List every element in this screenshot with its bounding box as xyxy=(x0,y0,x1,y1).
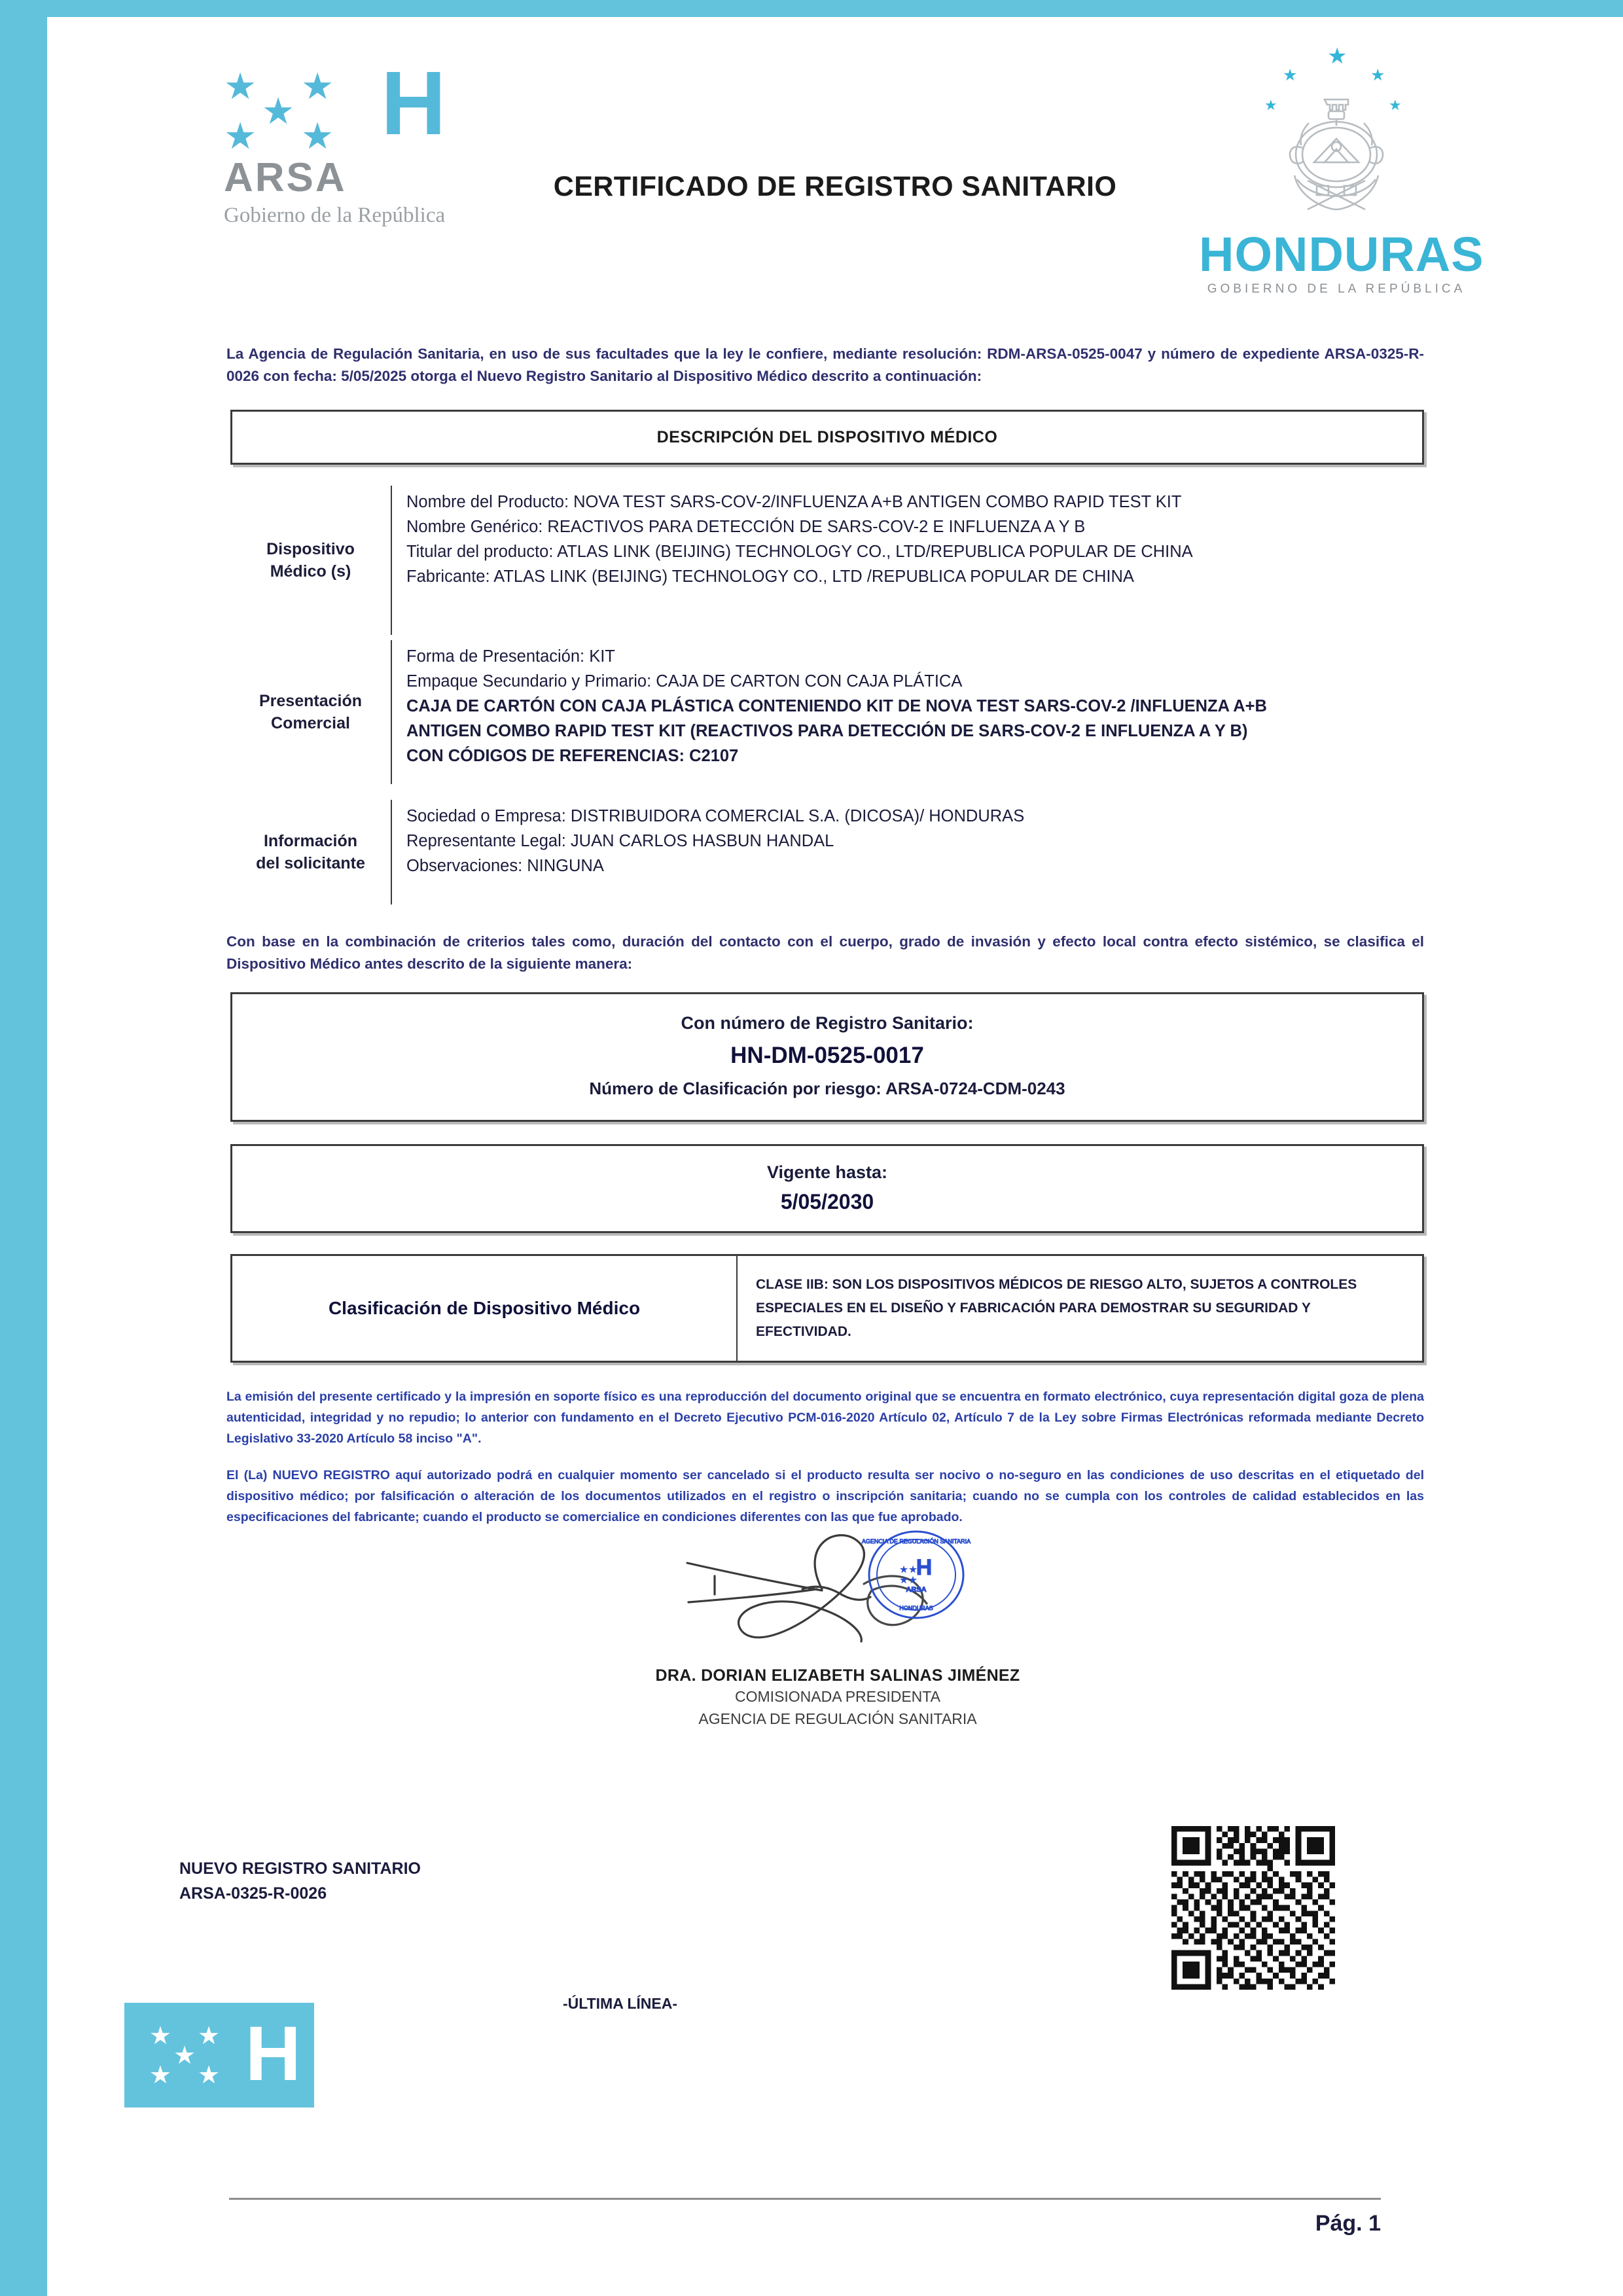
registration-reference xyxy=(179,1856,421,1906)
svg-text:HONDURAS: HONDURAS xyxy=(899,1605,933,1611)
footer-flag-logo xyxy=(124,2003,314,2108)
field-nombre-generico: Nombre Genérico: REACTIVOS PARA DETECCIÓN DE SARS-COV-2 E INFLUENZA A Y B xyxy=(406,518,1086,536)
field-empaque: Empaque Secundario y Primario: CAJA DE CARTON CON CAJA PLÁTICA xyxy=(406,672,963,691)
validity-box xyxy=(230,1144,1424,1233)
field-representante-legal: Representante Legal: JUAN CARLOS HASBUN HANDAL xyxy=(406,832,834,850)
arsa-logo xyxy=(224,53,499,228)
svg-text:★ ★: ★ ★ xyxy=(900,1575,917,1585)
qr-code[interactable] xyxy=(1171,1826,1335,1990)
validity-label: Vigente hasta: xyxy=(766,1162,888,1182)
disclaimer-paragraph-1: La emisión del presente certificado y la impresión en soporte físico es una reproducción del documento original que se encuentra en formato electrónico, cuya representación digital goza de plena autenticidad, integridad y no repudio; lo anterior con fundamento en el Decreto Ejecutivo PCM-016-2020 Artículo 02, Artículo 7 de la Ley sobre Firmas Electrónicas reformada mediante Decreto Legislativo 33-2020 Artículo 58 inciso "A". xyxy=(226,1390,1424,1446)
document-header xyxy=(47,17,1623,296)
section-body xyxy=(392,640,1420,784)
section-label xyxy=(230,640,391,784)
field-codigos-referencia: CON CÓDIGOS DE REFERENCIAS: C2107 xyxy=(406,747,739,765)
section-label-line1: Presentación xyxy=(259,692,362,710)
classification-label: Clasificación de Dispositivo Médico xyxy=(328,1298,641,1318)
section-label xyxy=(230,486,391,635)
star-icon: ★ xyxy=(1283,66,1298,84)
star-icon: ★ xyxy=(149,2022,172,2050)
section-label-line2: del solicitante xyxy=(256,854,365,872)
star-icon: ★ xyxy=(149,2062,172,2089)
validity-date: 5/05/2030 xyxy=(780,1190,874,1213)
arsa-tagline: Gobierno de la República xyxy=(224,204,446,227)
section-label-line1: Información xyxy=(263,832,358,850)
left-accent-bar xyxy=(0,0,47,2296)
signature-block xyxy=(589,1512,1086,1730)
criteria-paragraph: Con base en la combinación de criterios tales como, duración del contacto con el cuerpo, grado de invasión y efecto local contra efecto sistémico, se clasifica el Dispositivo Médico antes descrito de la siguiente manera: xyxy=(226,933,1424,972)
registration-reference-title: NUEVO REGISTRO SANITARIO xyxy=(179,1859,421,1878)
svg-text:H: H xyxy=(916,1555,933,1580)
footer-divider xyxy=(229,2198,1381,2200)
field-sociedad-empresa: Sociedad o Empresa: DISTRIBUIDORA COMERCIAL S.A. (DICOSA)/ HONDURAS xyxy=(406,807,1025,825)
arsa-logo-mark xyxy=(224,53,459,156)
classification-text: CLASE IIB: SON LOS DISPOSITIVOS MÉDICOS DE RIESGO ALTO, SUJETOS A CONTROLES ESPECIALES EN EL DISEÑO Y FABRICACIÓN PARA DEMOSTRAR SU SEGURIDAD Y EFECTIVIDAD. xyxy=(756,1277,1357,1339)
star-icon: ★ xyxy=(1370,66,1385,84)
section-presentacion-comercial xyxy=(230,640,1420,784)
section-informacion-solicitante xyxy=(230,800,1420,905)
top-accent-bar xyxy=(0,0,1623,17)
field-descripcion-caja-1: CAJA DE CARTÓN CON CAJA PLÁSTICA CONTENIENDO KIT DE NOVA TEST SARS-COV-2 /INFLUENZA A+B xyxy=(406,697,1267,715)
last-line-marker: -ÚLTIMA LÍNEA- xyxy=(563,1995,678,2012)
signatory-role: COMISIONADA PRESIDENTA xyxy=(735,1688,940,1705)
footer-flag-letter: H xyxy=(245,2011,298,2097)
star-icon: ★ xyxy=(224,65,257,107)
field-nombre-producto: Nombre del Producto: NOVA TEST SARS-COV-2/INFLUENZA A+B ANTIGEN COMBO RAPID TEST KIT xyxy=(406,493,1182,511)
section-label xyxy=(230,800,391,905)
section-dispositivo-medico xyxy=(230,486,1420,635)
honduras-wordmark: HONDURAS xyxy=(1199,227,1484,281)
star-icon: ★ xyxy=(198,2062,221,2089)
star-icon: ★ xyxy=(1264,97,1277,113)
registry-number-label: Con número de Registro Sanitario: xyxy=(681,1013,974,1033)
svg-text:★ ★: ★ ★ xyxy=(900,1565,917,1574)
star-icon: ★ xyxy=(301,65,334,107)
field-titular-producto: Titular del producto: ATLAS LINK (BEIJING) TECHNOLOGY CO., LTD/REPUBLICA POPULAR DE CHINA xyxy=(406,543,1193,561)
official-stamp xyxy=(862,1532,971,1618)
registry-number-box xyxy=(230,992,1424,1122)
star-icon: ★ xyxy=(1327,44,1347,69)
honduras-tagline: GOBIERNO DE LA REPÚBLICA xyxy=(1207,282,1466,296)
star-icon: ★ xyxy=(301,115,334,156)
registry-number-content xyxy=(232,994,1422,1117)
star-icon: ★ xyxy=(173,2042,196,2070)
intro-paragraph: La Agencia de Regulación Sanitaria, en uso de sus facultades que la ley le confiere, mediante resolución: RDM-ARSA-0525-0047 y número de expediente ARSA-0325-R-0026 con fecha: 5/05/2025 otorga el Nuevo Registro Sanitario al Dispositivo Médico descrito a continuación: xyxy=(226,346,1424,384)
risk-classification-number: Número de Clasificación por riesgo: ARSA-0724-CDM-0243 xyxy=(589,1079,1065,1098)
field-fabricante: Fabricante: ATLAS LINK (BEIJING) TECHNOLOGY CO., LTD /REPUBLICA POPULAR DE CHINA xyxy=(406,567,1134,586)
field-observaciones: Observaciones: NINGUNA xyxy=(406,857,604,875)
section-body xyxy=(392,486,1420,635)
star-icon: ★ xyxy=(198,2022,221,2050)
signatory-institution: AGENCIA DE REGULACIÓN SANITARIA xyxy=(698,1710,977,1727)
registration-reference-code: ARSA-0325-R-0026 xyxy=(179,1884,327,1903)
star-icon: ★ xyxy=(1389,97,1402,113)
table-header-box: DESCRIPCIÓN DEL DISPOSITIVO MÉDICO xyxy=(230,410,1424,465)
handwritten-signature xyxy=(668,1512,1008,1662)
registry-number-value: HN-DM-0525-0017 xyxy=(730,1043,924,1068)
field-descripcion-caja-2: ANTIGEN COMBO RAPID TEST KIT (REACTIVOS PARA DETECCIÓN DE SARS-COV-2 E INFLUENZA A Y B) xyxy=(406,722,1248,740)
star-icon: ★ xyxy=(262,90,295,132)
page-title: CERTIFICADO DE REGISTRO SANITARIO xyxy=(553,171,1117,202)
disclaimer-paragraph-2: El (La) NUEVO REGISTRO aquí autorizado podrá en cualquier momento ser cancelado si el producto resulta ser nocivo o no-seguro en las condiciones de uso descritas en el etiquetado del dispositivo médico; por falsificación o alteración de los documentos utilizados en el registro o inscripción sanitaria; cuando no se cumpla con los controles de calidad establecidos en las especificaciones del fabricante; cuando el producto se comercialice en condiciones diferentes con las que fue aprobado. xyxy=(226,1468,1424,1524)
certificate-page xyxy=(47,17,1623,2296)
validity-content xyxy=(232,1146,1422,1229)
svg-text:ARSA: ARSA xyxy=(906,1586,927,1594)
section-label-line2: Comercial xyxy=(271,714,350,732)
page-number: Pág. 1 xyxy=(1315,2211,1381,2236)
signatory-name: DRA. DORIAN ELIZABETH SALINAS JIMÉNEZ xyxy=(655,1666,1020,1685)
honduras-logo xyxy=(1199,43,1484,296)
honduras-stars xyxy=(1199,43,1474,113)
section-label-line2: Médico (s) xyxy=(270,562,351,581)
arsa-h-letter: H xyxy=(381,53,444,154)
field-forma-presentacion: Forma de Presentación: KIT xyxy=(406,647,615,666)
arsa-wordmark: ARSA xyxy=(224,155,347,200)
star-icon: ★ xyxy=(224,115,257,156)
section-body xyxy=(392,800,1420,905)
classification-box xyxy=(230,1254,1424,1363)
section-label-line1: Dispositivo xyxy=(266,540,355,558)
svg-text:AGENCIA DE REGULACIÓN SANITARI: AGENCIA DE REGULACIÓN SANITARIA xyxy=(861,1538,971,1545)
